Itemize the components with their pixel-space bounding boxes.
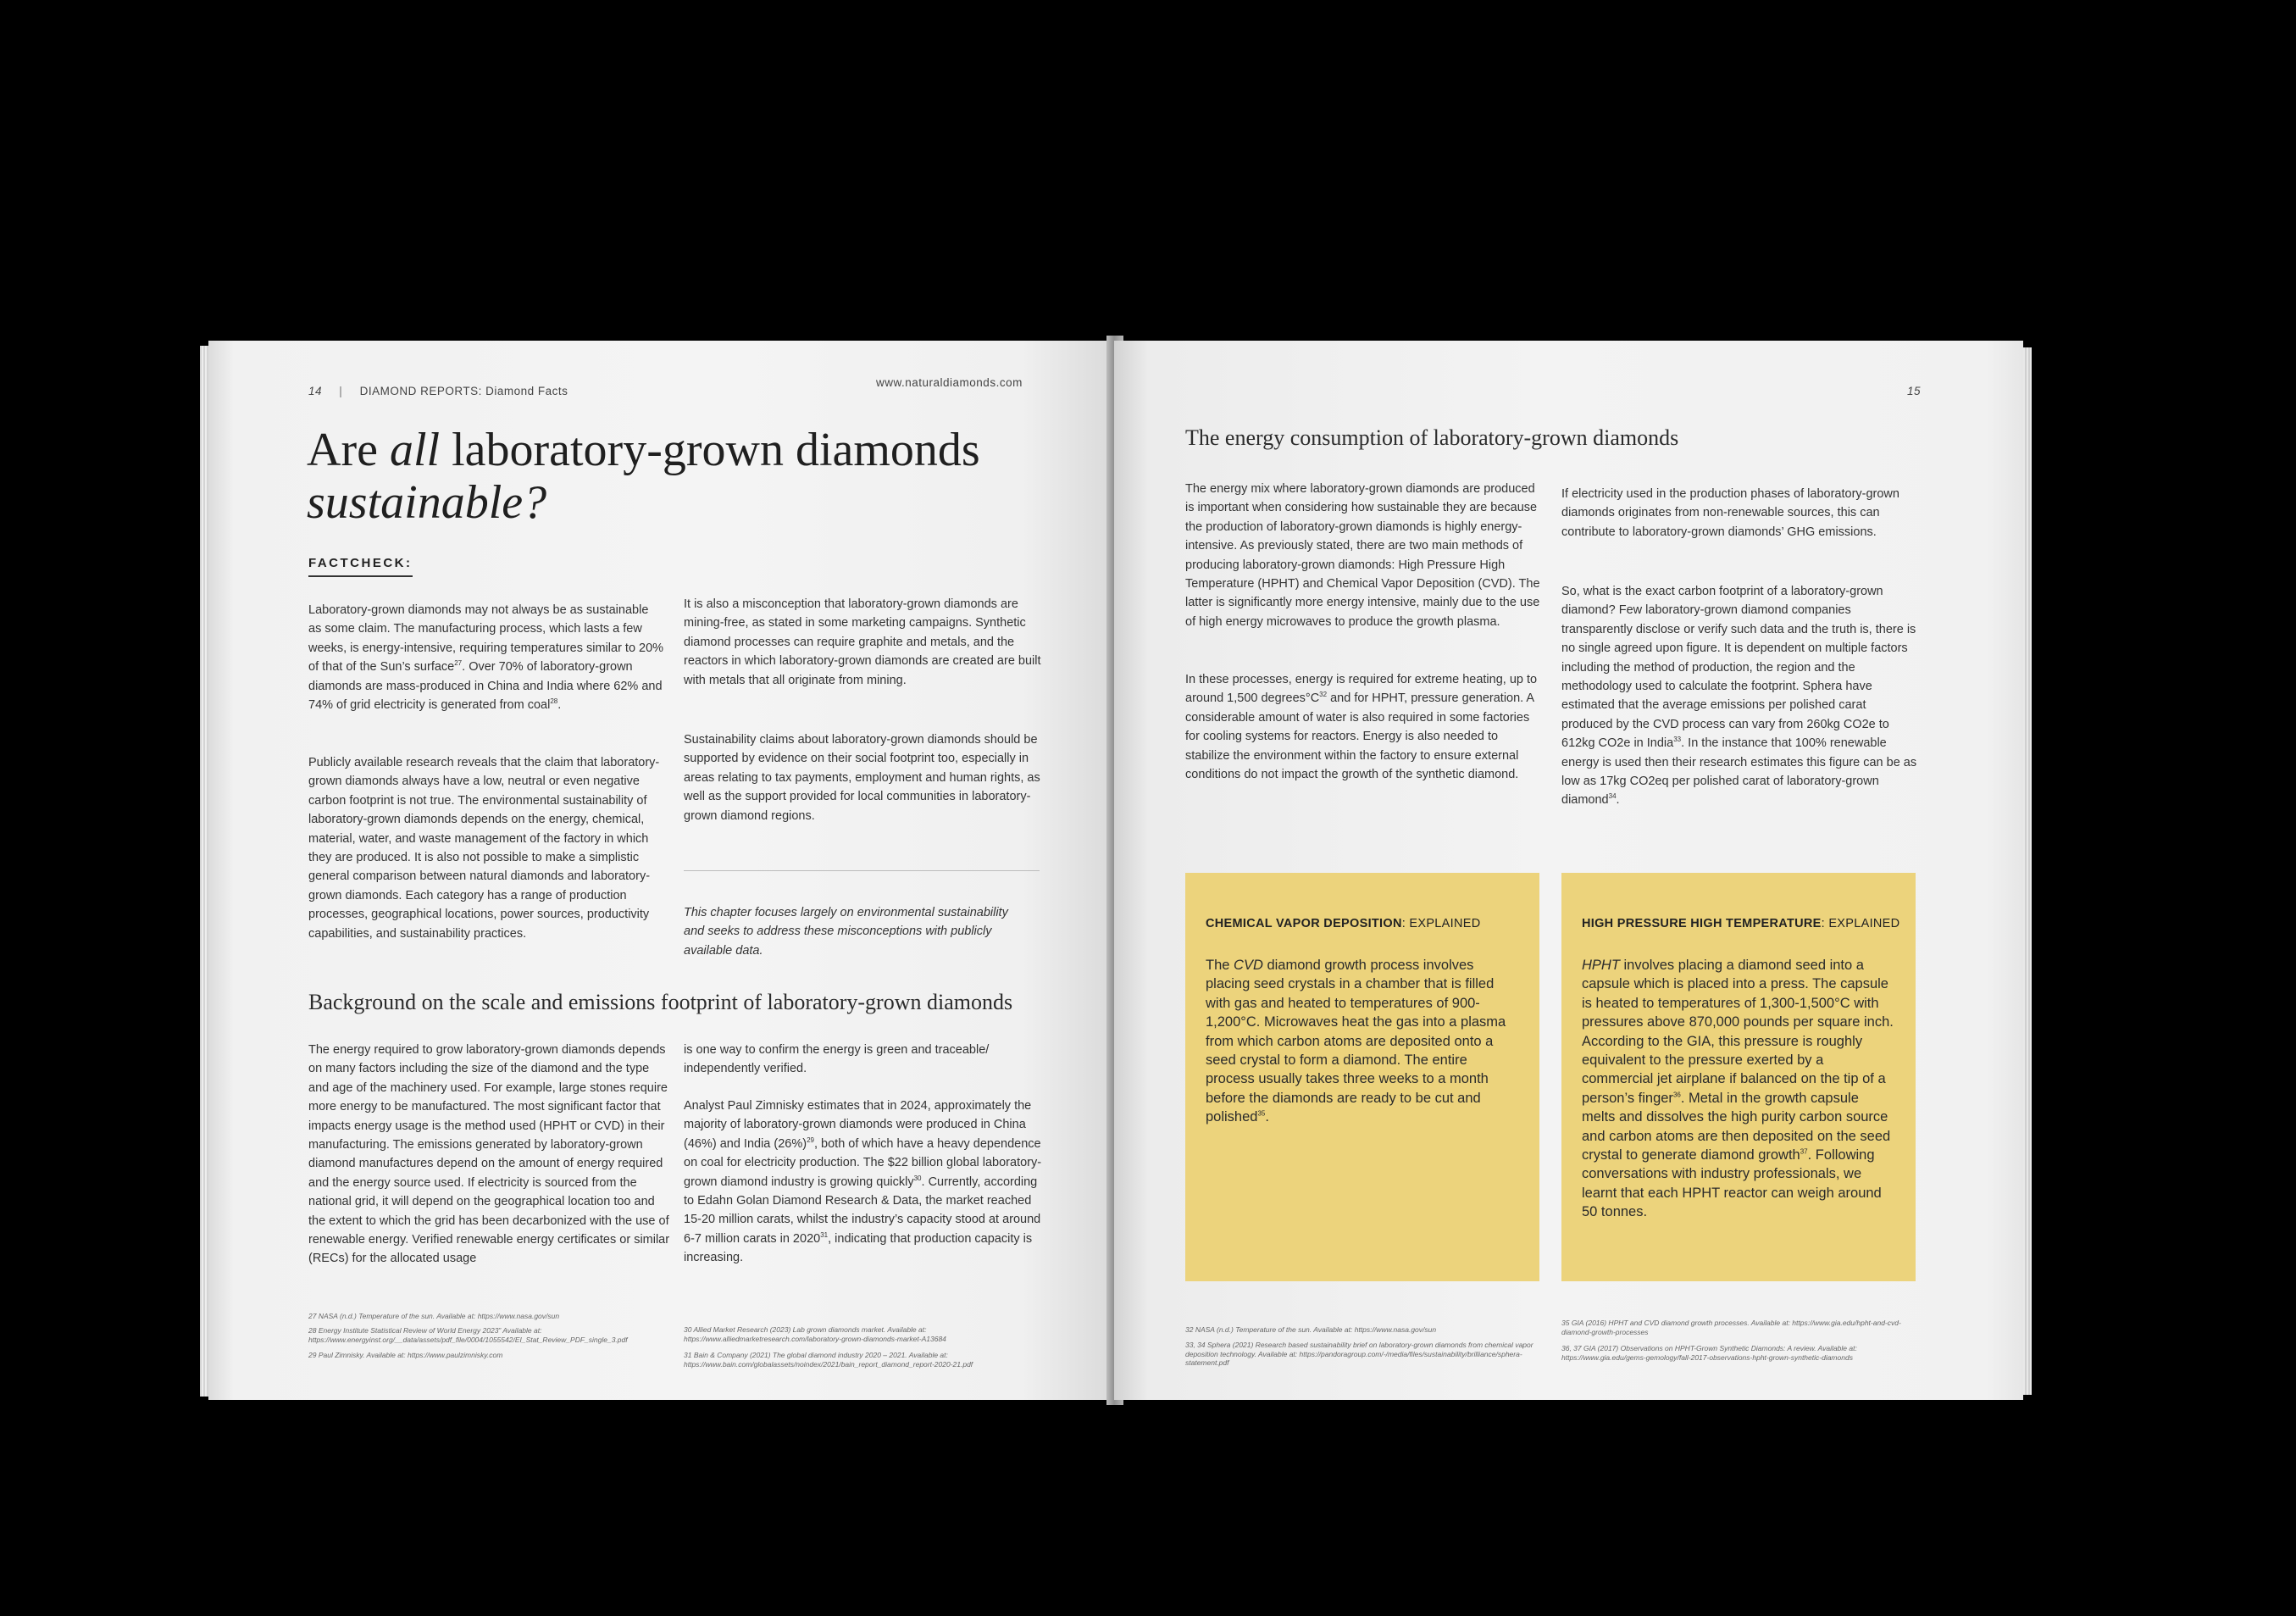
footnote: 29 Paul Zimnisky. Available at: https://www.paulzimnisky.com: [308, 1351, 503, 1359]
footnote: 28 Energy Institute Statistical Review of World Energy 2023” Available at: https://www.energyinst.org/__data/assets/pdf_file/0004/1055542/EI_Stat_Review_PDF_single_3.pdf: [308, 1326, 628, 1344]
footnote: 30 Allied Market Research (2023) Lab grown diamonds market. Available at: https://www.alliedmarketresearch.com/laboratory-grown-diamonds-market-A13684: [684, 1325, 946, 1343]
website-url[interactable]: www.naturaldiamonds.com: [876, 376, 1023, 389]
body-paragraph: So, what is the exact carbon footprint of a laboratory-grown diamond? Few laboratory-grown diamond companies transparently disclose or verify such data and the truth is, there is no single agreed upon figure. It is dependent on multiple factors including the method of production, the region and the methodology used to calculate the footprint. Sphera have estimated that the average emissions per polished carat produced by the CVD process can vary from 260kg CO2e to 612kg CO2e in India$^{33}$. In the instance that 100% renewable energy is used then their research estimates this figure can be as low as 17kg CO2eq per polished carat of laboratory-grown diamond$^{34}$.: [1561, 585, 1917, 808]
footnote: 35 GIA (2016) HPHT and CVD diamond growth processes. Available at: https://www.gia.edu/hpht-and-cvd-diamond-growth-processes: [1561, 1319, 1901, 1336]
page-number: 14: [308, 385, 323, 397]
body-paragraph: Publicly available research reveals that the claim that laboratory-grown diamonds always have a low, neutral or even negative carbon footprint is not true. The environmental sustainability of laboratory-grown diamonds depends on the energy, chemical, material, water, and waste management of the factory in which they are produced. It is also not possible to make a simplistic general comparison between natural diamonds and laboratory-grown diamonds. Each category has a range of production processes, geographical locations, power sources, productivity capabilities, and sustainability practices.: [308, 756, 660, 941]
box-body: HPHT involves placing a diamond seed into a capsule which is placed into a press. The capsule is heated to temperatures of 1,300-1,500°C with pressures above 870,000 pounds per square inch. According to the GIA, this pressure is roughly equivalent to the pressure exerted by a commercial jet airplane if balanced on the tip of a person’s finger$^{36}$. Metal in the growth capsule melts and dissolves the high purity carbon source and carbon atoms are then deposited on the seed crystal to generate diamond growth$^{37}$. Following conversations with industry professionals, we learnt that each HPHT reactor can weigh around 50 tonnes.: [1582, 958, 1894, 1220]
box-title: CHEMICAL VAPOR DEPOSITION: EXPLAINED: [1206, 917, 1481, 930]
header-separator: |: [339, 385, 343, 397]
body-paragraph: Analyst Paul Zimnisky estimates that in 2024, approximately the majority of laboratory-grown diamonds were produced in China (46%) and India $(26\%)^{29}$, both of which have a heavy dependence on coal for electricity production. The $22 billion global laboratory-grown diamond industry is growing quickly$^{30}$. Currently, according to Edahn Golan Diamond Research & Data, the market reached 15-20 million carats, whilst the industry’s capacity stood at around 6-7 million carats in 2020$^{31}$, indicating that production capacity is increasing.: [684, 1099, 1042, 1265]
section-heading: The energy consumption of laboratory-grown diamonds: [1185, 425, 1679, 450]
body-paragraph: Sustainability claims about laboratory-grown diamonds should be supported by evidence on their social footprint too, especially in areas relating to tax payments, employment and human rights, as well as the support provided for local communities in laboratory-grown diamond regions.: [684, 733, 1040, 823]
cvd-explainer-box: [1185, 873, 1539, 1281]
body-paragraph: The energy mix where laboratory-grown diamonds are produced is important when considering how sustainable they are because the production of laboratory-grown diamonds is highly energy-intensive. As previously stated, there are two main methods of producing laboratory-grown diamonds: High Pressure High Temperature (HPHT) and Chemical Vapor Deposition (CVD). The latter is significantly more energy intensive, mainly due to the use of high energy microwaves to produce the growth plasma.: [1185, 482, 1540, 629]
body-paragraph: The energy required to grow laboratory-grown diamonds depends on many factors including the size of the diamond and the type and age of the machinery used. For example, large stones require more energy to be manufactured. The most significant factor that impacts energy usage is the method used (HPHT or CVD) in their manufacturing. The emissions generated by laboratory-grown diamond manufactures depend on the amount of energy required and the energy source used. If electricity is sourced from the national grid, it will depend on the geographical location too and the extent to which the grid has been decarbonized with the use of renewable energy. Verified renewable energy certificates or similar (RECs) for the allocated usage: [308, 1043, 670, 1266]
body-paragraph: is one way to confirm the energy is green and traceable/ independently verified.: [684, 1043, 990, 1076]
right-page: [1114, 341, 2023, 1400]
section-label: DIAMOND REPORTS: Diamond Facts: [359, 385, 568, 397]
factcheck-label: FACTCHECK:: [308, 556, 413, 577]
divider: [684, 870, 1040, 871]
section-heading: Background on the scale and emissions footprint of laboratory-grown diamonds: [308, 990, 1013, 1014]
body-paragraph: Laboratory-grown diamonds may not always be as sustainable as some claim. The manufacturing process, which lasts a few weeks, is energy-intensive, requiring temperatures similar to 20% of that of the Sun’s surface$^{27}$. Over 70% of laboratory-grown diamonds are mass-produced in China and India where 62% and 74% of grid electricity is generated from coal$^{28}$.: [308, 603, 664, 713]
page-number: 15: [1907, 385, 1922, 397]
box-title: HIGH PRESSURE HIGH TEMPERATURE: EXPLAINED: [1582, 917, 1900, 930]
footnote: 27 NASA (n.d.) Temperature of the sun. Available at: https://www.nasa.gov/sun: [308, 1312, 560, 1320]
footnote: 36, 37 GIA (2017) Observations on HPHT-Grown Synthetic Diamonds: A review. Available at: https://www.gia.edu/gems-gemology/fall-2017-observations-hpht-grown-synthetic-diamonds: [1561, 1344, 1857, 1362]
chapter-note: This chapter focuses largely on environmental sustainability and seeks to address these misconceptions with publicly available data.: [684, 906, 1008, 958]
page-title: Are all laboratory-grown diamonds sustainable?: [307, 424, 980, 529]
body-paragraph: If electricity used in the production phases of laboratory-grown diamonds originates from non-renewable sources, this can contribute to laboratory-grown diamonds’ GHG emissions.: [1561, 487, 1899, 539]
hpht-explainer-box: [1561, 873, 1916, 1281]
body-paragraph: It is also a misconception that laboratory-grown diamonds are mining-free, as stated in some marketing campaigns. Synthetic diamond processes can require graphite and metals, and the reactors in which laboratory-grown diamonds are created are built with metals that all originate from mining.: [684, 597, 1041, 687]
body-paragraph: In these processes, energy is required for extreme heating, up to around 1,500 $degrees^\circ C^{32}$ and for HPHT, pressure generation. A considerable amount of water is also required in some factories for cooling systems for reactors. Energy is also needed to stabilize the environment within the factory to ensure external conditions do not impact the growth of the synthetic diamond.: [1185, 673, 1538, 782]
page-header: [308, 385, 568, 397]
footnote: 33, 34 Sphera (2021) Research based sustainability brief on laboratory-grown diamonds from chemical vapor deposition technology. Available at: https://pandoragroup.com/-/media/files/sustainability/brilliance/sphera-statement.pdf: [1185, 1341, 1533, 1367]
footnote: 31 Bain & Company (2021) The global diamond industry 2020 – 2021. Available at: https://www.bain.com/globalassets/noindex/2021/bain_report_diamond_report-2020-21.pdf: [684, 1351, 973, 1369]
footnote: 32 NASA (n.d.) Temperature of the sun. Available at: https://www.nasa.gov/sun: [1185, 1325, 1437, 1334]
box-body: The CVD diamond growth process involves placing seed crystals in a chamber that is filled with gas and heated to temperatures of 900-1,200°C. Microwaves heat the gas into a plasma from which carbon atoms are deposited onto a seed crystal to form a diamond. The entire process usually takes three weeks to a month before the diamonds are ready to be cut and polished$^{35}$.: [1206, 958, 1506, 1125]
left-page: [208, 341, 1114, 1400]
